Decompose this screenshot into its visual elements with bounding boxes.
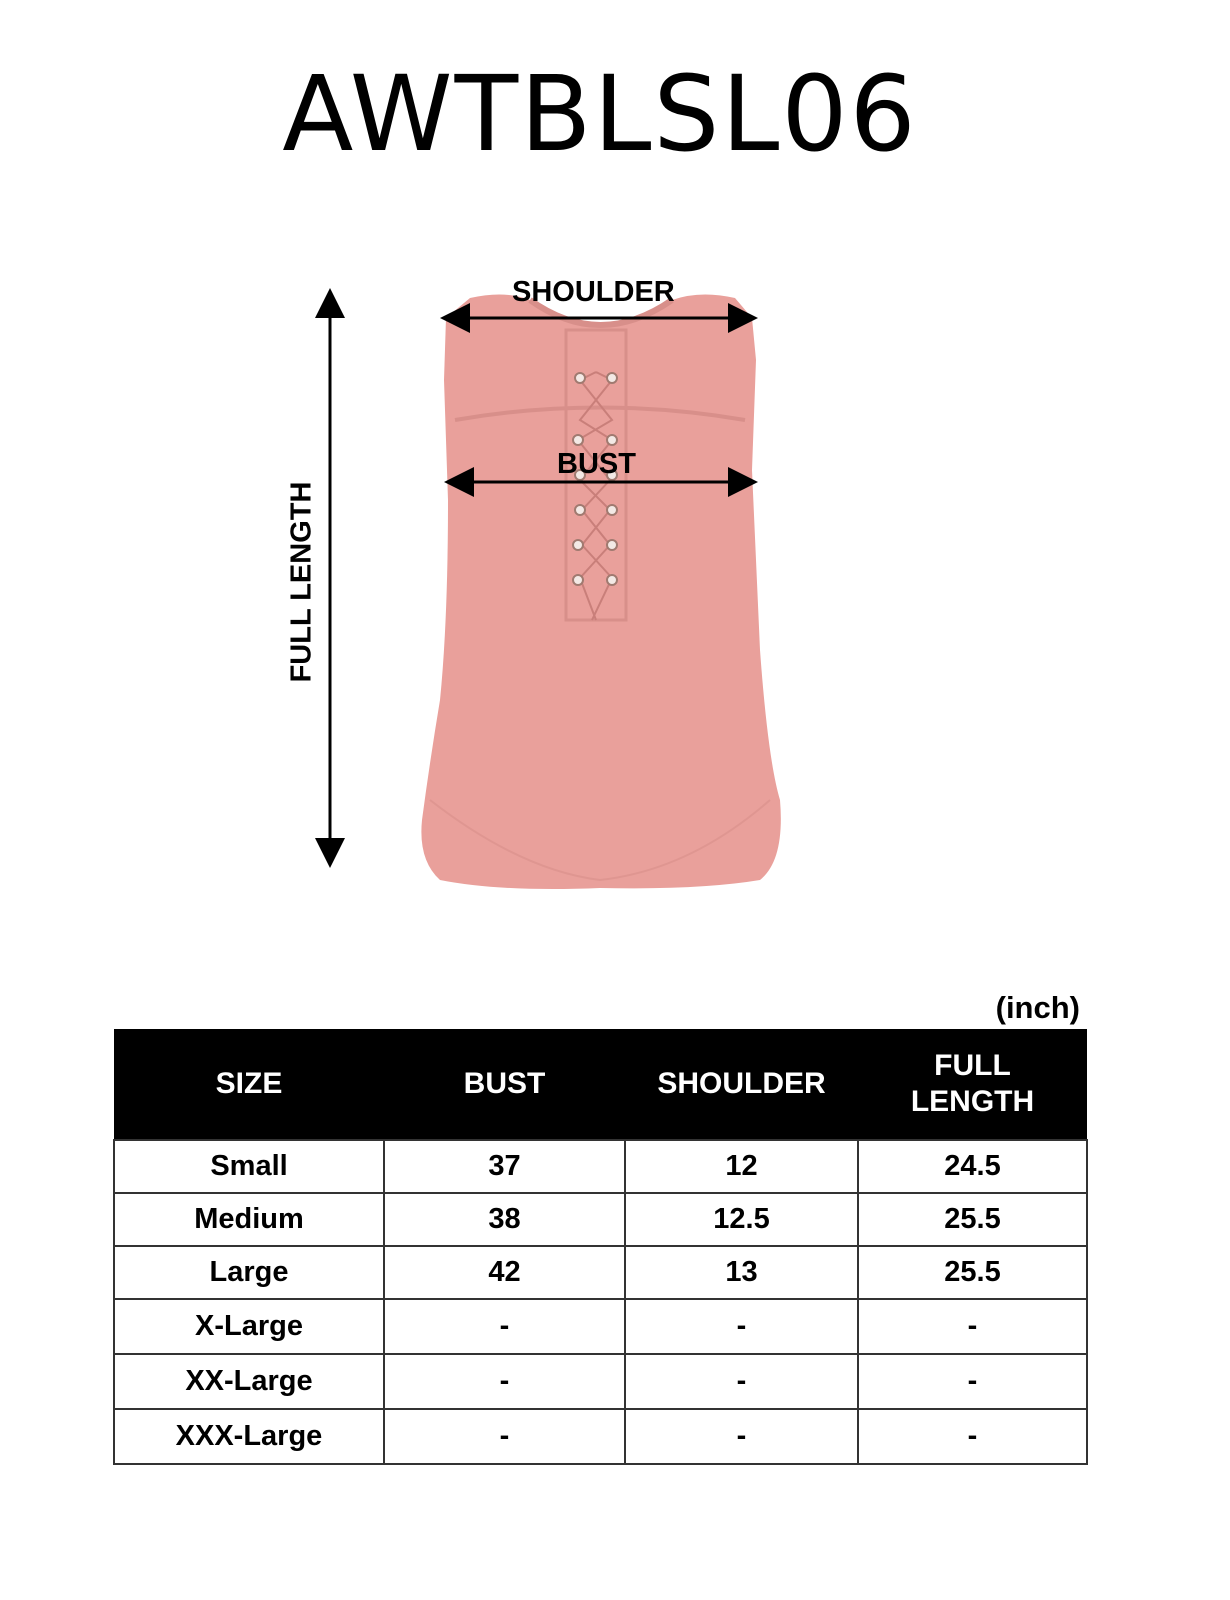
header-full-length-line2: LENGTH	[910, 1085, 1035, 1118]
cell-full-length: 25.5	[858, 1193, 1087, 1246]
unit-label: (inch)	[995, 990, 1080, 1025]
table-row	[114, 1246, 1087, 1299]
header-shoulder: SHOULDER	[625, 1029, 858, 1140]
table-row	[114, 1140, 1087, 1193]
cell-full-length: -	[858, 1409, 1087, 1464]
cell-bust: 42	[384, 1246, 625, 1299]
cell-bust: 38	[384, 1193, 625, 1246]
shoulder-label: SHOULDER	[512, 276, 675, 308]
table-row	[114, 1409, 1087, 1464]
cell-size: XXX-Large	[114, 1409, 384, 1464]
cell-size: XX-Large	[114, 1354, 384, 1409]
cell-shoulder: 12	[625, 1140, 858, 1193]
bust-label: BUST	[557, 448, 636, 480]
cell-shoulder: 13	[625, 1246, 858, 1299]
cell-full-length: -	[858, 1299, 1087, 1354]
header-bust: BUST	[384, 1029, 625, 1140]
cell-shoulder: 12.5	[625, 1193, 858, 1246]
cell-size: Medium	[114, 1193, 384, 1246]
cell-size: X-Large	[114, 1299, 384, 1354]
page-title: AWTBLSL06	[282, 53, 918, 175]
header-full-length	[858, 1029, 1087, 1140]
full-length-label: FULL LENGTH	[285, 481, 318, 683]
header-size: SIZE	[114, 1029, 384, 1140]
cell-full-length: 25.5	[858, 1246, 1087, 1299]
cell-bust: 37	[384, 1140, 625, 1193]
cell-size: Small	[114, 1140, 384, 1193]
blouse-image	[421, 294, 780, 889]
cell-full-length: -	[858, 1354, 1087, 1409]
cell-shoulder: -	[625, 1354, 858, 1409]
cell-size: Large	[114, 1246, 384, 1299]
table-row	[114, 1193, 1087, 1246]
cell-shoulder: -	[625, 1299, 858, 1354]
table-row	[114, 1299, 1087, 1354]
cell-full-length: 24.5	[858, 1140, 1087, 1193]
table-header-row	[114, 1029, 1087, 1140]
cell-shoulder: -	[625, 1409, 858, 1464]
table-row	[114, 1354, 1087, 1409]
size-chart-table	[113, 1029, 1088, 1465]
cell-bust: -	[384, 1354, 625, 1409]
cell-bust: -	[384, 1409, 625, 1464]
cell-bust: -	[384, 1299, 625, 1354]
header-full-length-line1: FULL	[934, 1049, 1011, 1082]
